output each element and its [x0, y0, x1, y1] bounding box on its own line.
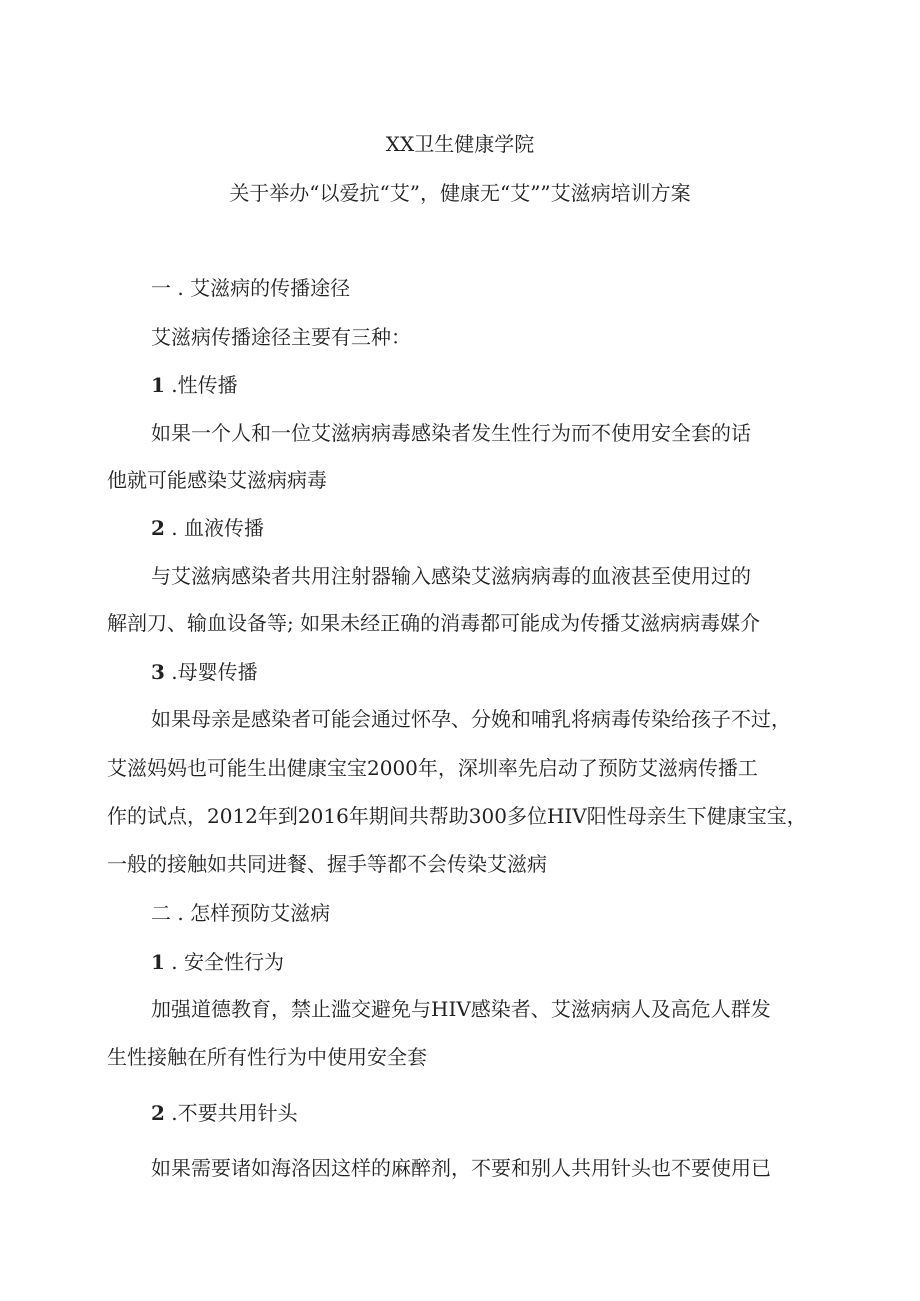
subsection-number: 3: [151, 660, 165, 684]
section-1-intro: 艾滋病传播途径主要有三种：: [151, 325, 411, 349]
subsection-1-1-heading: [151, 373, 238, 397]
paragraph-line: 作的试点，2012年到2016年期间共帮助300多位HIV阳性母亲生下健康宝宝，: [107, 804, 807, 828]
paragraph-line: 加强道德教育，禁止滥交避免与HIV感染者、艾滋病病人及高危人群发: [151, 997, 771, 1021]
paragraph-line: 艾滋妈妈也可能生出健康宝宝2000年，深圳率先启动了预防艾滋病传播工: [107, 756, 758, 780]
document-subtitle: 关于举办“以爱抗“艾”，健康无“艾””艾滋病培训方案: [229, 181, 691, 205]
subsection-number: 2: [151, 1101, 165, 1125]
subsection-number: 1: [151, 950, 165, 974]
subsection-number: 1: [151, 373, 165, 397]
section-1-heading: 一 . 艾滋病的传播途径: [151, 276, 351, 300]
subsection-title: . 血液传播: [171, 516, 264, 540]
subsection-2-1-heading: [151, 950, 284, 974]
paragraph-line: 如果需要诸如海洛因这样的麻醉剂，不要和别人共用针头也不要使用已: [151, 1156, 771, 1180]
paragraph-line: 解剖刀、输血设备等; 如果未经正确的消毒都可能成为传播艾滋病病毒媒介: [107, 611, 761, 635]
subsection-2-2-heading: [151, 1101, 298, 1125]
subsection-title: .不要共用针头: [171, 1101, 298, 1125]
paragraph-line: 生性接触在所有性行为中使用安全套: [107, 1045, 427, 1069]
subsection-title: .性传播: [171, 373, 238, 397]
section-2-heading: 二 . 怎样预防艾滋病: [151, 901, 331, 925]
subsection-1-3-heading: [151, 660, 258, 684]
paragraph-line: 与艾滋病感染者共用注射器输入感染艾滋病病毒的血液甚至使用过的: [151, 564, 751, 588]
subsection-title: . 安全性行为: [171, 950, 284, 974]
paragraph-line: 一般的接触如共同进餐、握手等都不会传染艾滋病: [107, 852, 547, 876]
subsection-1-2-heading: [151, 516, 264, 540]
subsection-title: .母婴传播: [171, 660, 258, 684]
paragraph-line: 他就可能感染艾滋病病毒: [107, 468, 327, 492]
paragraph-line: 如果一个人和一位艾滋病病毒感染者发生性行为而不使用安全套的话: [151, 421, 751, 445]
document-title: XX卫生健康学院: [385, 132, 535, 156]
paragraph-line: 如果母亲是感染者可能会通过怀孕、分娩和哺乳将病毒传染给孩子不过，: [151, 707, 791, 731]
subsection-number: 2: [151, 516, 165, 540]
